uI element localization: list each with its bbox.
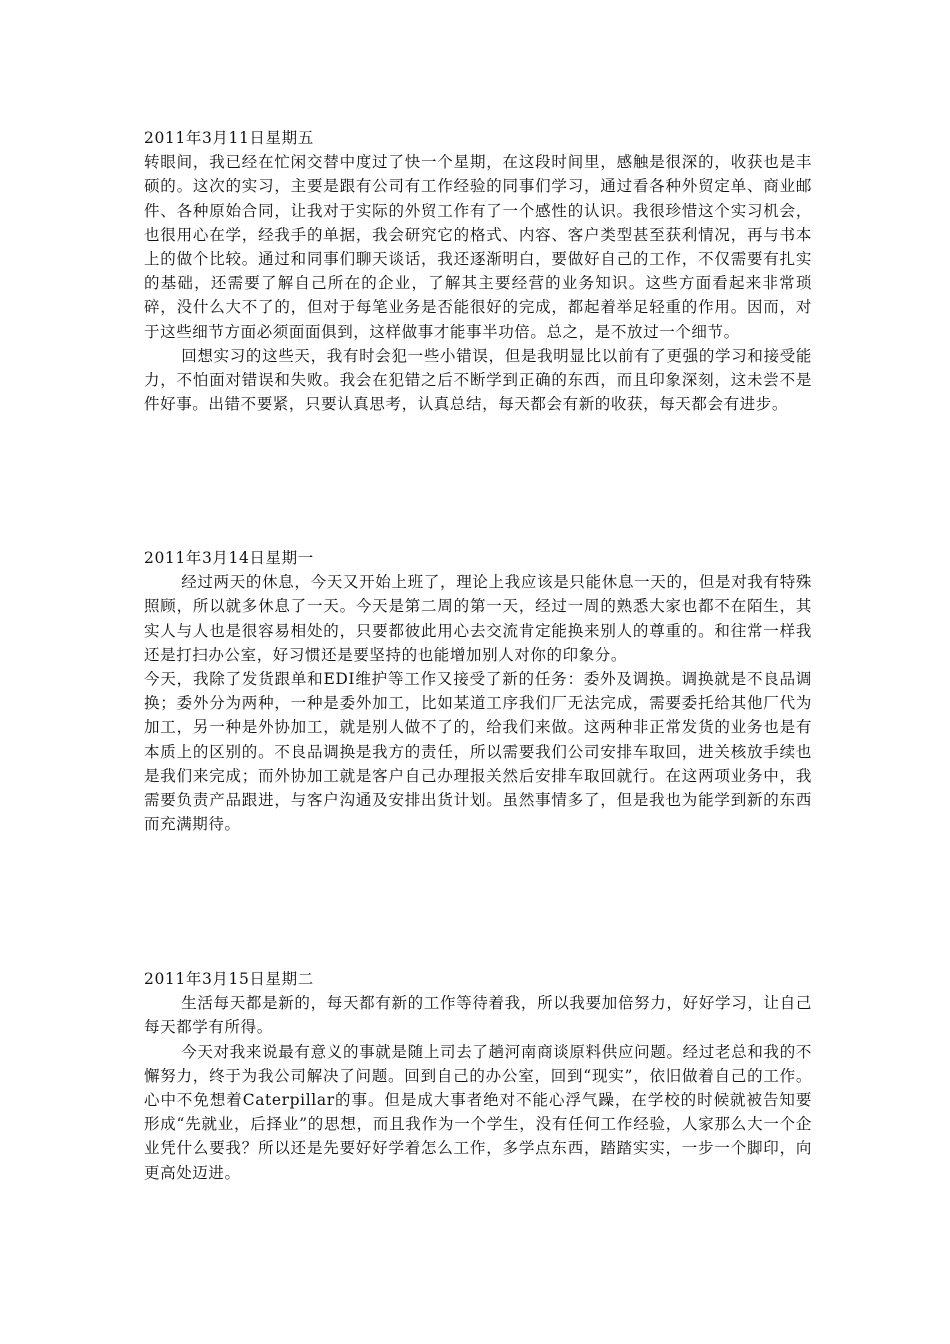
- entry-paragraph: 今天，我除了发货跟单和EDI维护等工作又接受了新的任务：委外及调换。调换就是不良品调换；委外分为两种，一种是委外加工，比如某道工序我们厂无法完成，需要委托给其他厂代为加工，另一种是外协加工，就是别人做不了的，给我们来做。这两种非正常发货的业务也是有本质上的区别的。不良品调换是我方的责任，所以需要我们公司安排车取回，进关核放手续也是我们来完成；而外协加工就是客户自己办理报关然后安排车取回就行。在这两项业务中，我需要负责产品跟进，与客户沟通及安排出货计划。虽然事情多了，但是我也为能学到新的东西而充满期待。: [144, 670, 812, 834]
- entry-paragraph: 今天对我来说最有意义的事就是随上司去了趟河南商谈原料供应问题。经过老总和我的不懈努力，终于为我公司解决了问题。回到自己的办公室，回到“现实”，依旧做着自己的工作。心中不免想着Caterpillar的事。但是成大事者绝对不能心浮气躁，在学校的时候就被告知要形成“先就业，后择业”的思想，而且我作为一个学生，没有任何工作经验，人家那么大一个企业凭什么要我？所以还是先要好好学着怎么工作，多学点东西，踏踏实实，一步一个脚印，向更高处迈进。: [144, 1042, 812, 1182]
- entry-paragraph: 转眼间，我已经在忙闲交替中度过了快一个星期，在这段时间里，感触是很深的，收获也是丰硕的。这次的实习，主要是跟有公司有工作经验的同事们学习，通过看各种外贸定单、商业邮件、各种原始合同，让我对于实际的外贸工作有了一个感性的认识。我很珍惜这个实习机会，也很用心在学，经我手的单据，我会研究它的格式、内容、客户类型甚至获利情况，再与书本上的做个比较。通过和同事们聊天谈话，我还逐渐明白，要做好自己的工作，不仅需要有扎实的基础，还需要了解自己所在的企业，了解其主要经营的业务知识。这些方面看起来非常琐碎，没什么大不了的，但对于每笔业务是否能很好的完成，都起着举足轻重的作用。因而，对于这些细节方面必须面面俱到，这样做事才能事半功倍。总之，是不放过一个细节。: [144, 153, 812, 341]
- diary-entry-0315: [144, 967, 812, 1185]
- entry-date: 2011年3月14日星期一: [144, 549, 314, 567]
- diary-entry-0314: [144, 546, 812, 836]
- entry-date: 2011年3月11日星期五: [144, 129, 314, 147]
- entry-paragraph: 经过两天的休息，今天又开始上班了，理论上我应该是只能休息一天的，但是对我有特殊照顾，所以就多休息了一天。今天是第二周的第一天，经过一周的熟悉大家也都不在陌生，其实人与人也是很容易相处的，只要都彼此用心去交流肯定能换来别人的尊重的。和往常一样我还是打扫办公室，好习惯还是要坚持的也能增加别人对你的印象分。: [144, 573, 812, 664]
- entry-paragraph: 回想实习的这些天，我有时会犯一些小错误，但是我明显比以前有了更强的学习和接受能力，不怕面对错误和失败。我会在犯错之后不断学到正确的东西，而且印象深刻，这未尝不是件好事。出错不要紧，只要认真思考，认真总结，每天都会有新的收获，每天都会有进步。: [144, 346, 812, 414]
- diary-entry-0311: [144, 126, 812, 416]
- entry-date: 2011年3月15日星期二: [144, 970, 314, 988]
- entry-paragraph: 生活每天都是新的，每天都有新的工作等待着我，所以我要加倍努力，好好学习，让自己每天都学有所得。: [144, 994, 812, 1037]
